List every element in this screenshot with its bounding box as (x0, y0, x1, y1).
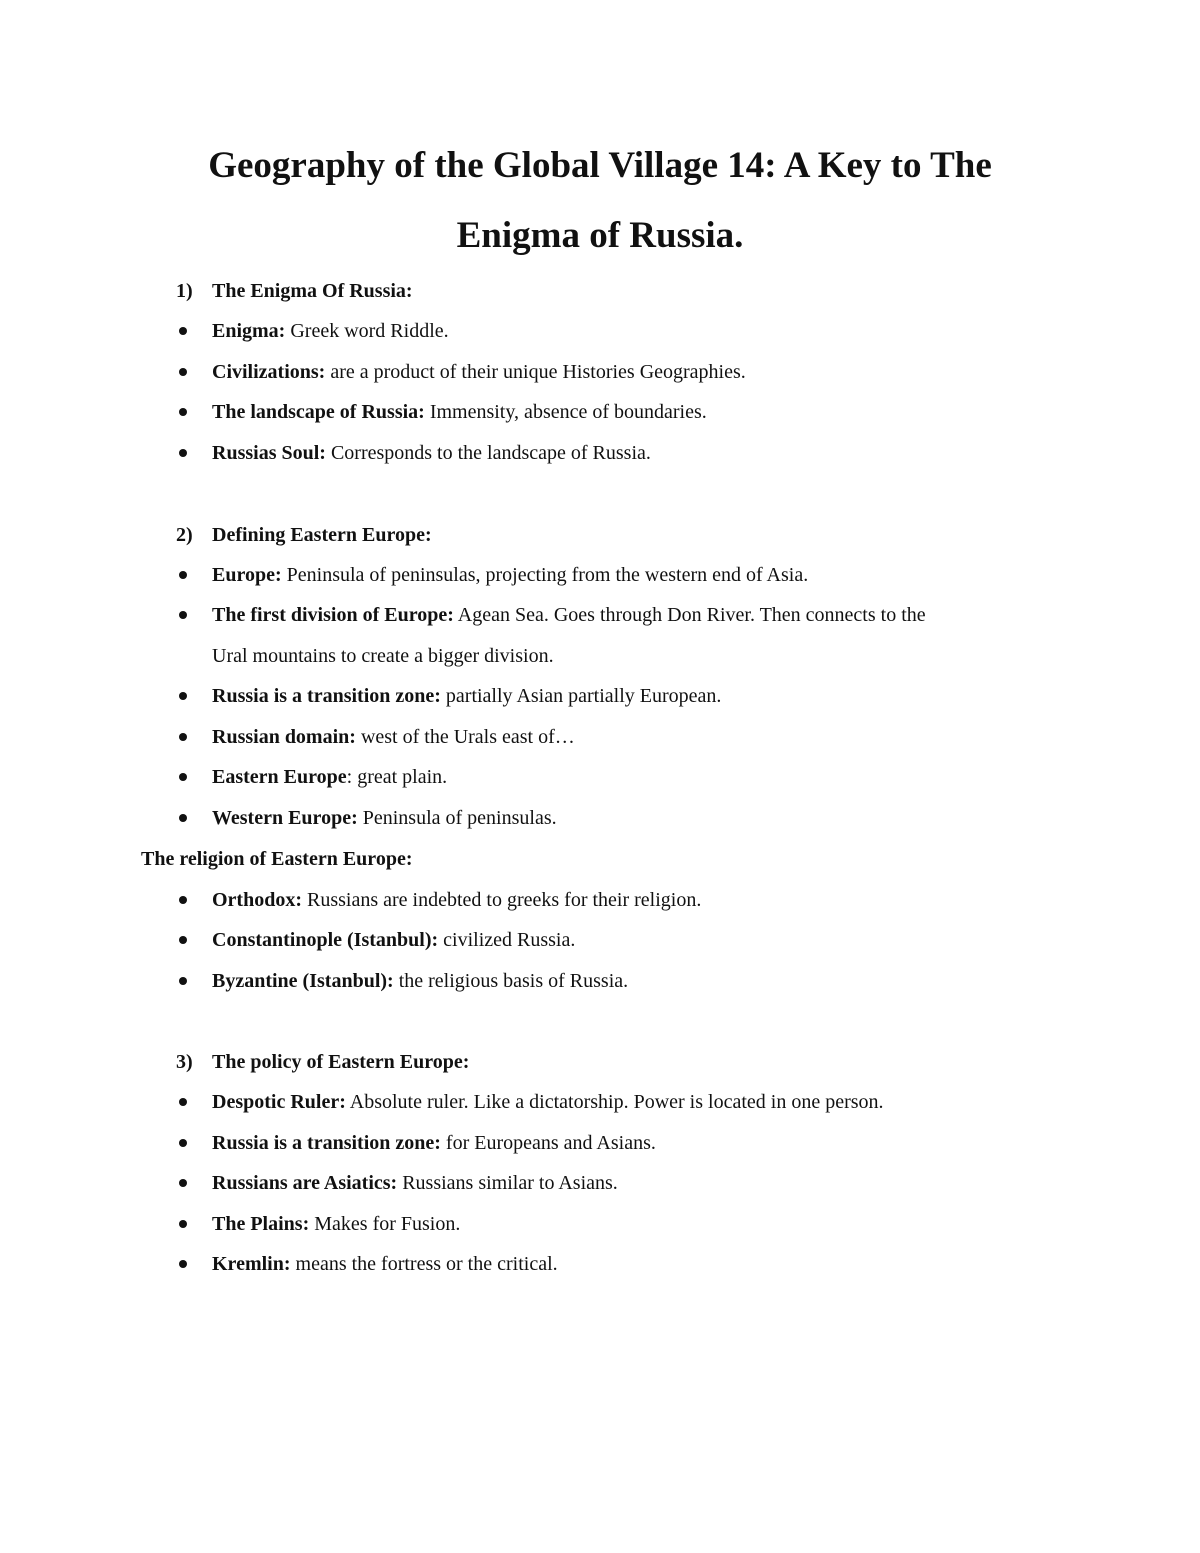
bullet-icon (179, 1139, 187, 1147)
section-heading-text: The Enigma Of Russia: (212, 280, 413, 302)
item-term: Russia is a transition zone: (212, 1132, 441, 1154)
bullet-icon (179, 327, 187, 335)
bullet-icon (179, 611, 187, 619)
item-text: for Europeans and Asians. (440, 1132, 656, 1154)
item-text: Immensity, absence of boundaries. (424, 401, 707, 423)
item-term: Civilizations: (212, 361, 326, 383)
item-text: Peninsula of peninsulas, projecting from the western end of Asia. (281, 564, 809, 586)
item-term: The Plains: (212, 1213, 310, 1235)
bullet-icon (179, 814, 187, 822)
section-number: 1) (176, 280, 193, 302)
item-text: Corresponds to the landscape of Russia. (325, 442, 651, 464)
bullet-icon (179, 571, 187, 579)
item-text: : great plain. (346, 766, 448, 788)
item-term: Western Europe: (212, 807, 358, 829)
item-term: Byzantine (Istanbul): (212, 970, 394, 992)
item-term: Kremlin: (212, 1253, 291, 1275)
bullet-icon (179, 368, 187, 376)
bullet-icon (179, 896, 187, 904)
bullet-icon (179, 733, 187, 741)
item-term: Eastern Europe (212, 766, 347, 788)
bullet-icon (179, 773, 187, 781)
bullet-icon (179, 1220, 187, 1228)
item-text: west of the Urals east of… (355, 726, 575, 748)
item-text: partially Asian partially European. (440, 685, 722, 707)
document-title-line-2: Enigma of Russia. (456, 215, 744, 256)
item-term: Russians are Asiatics: (212, 1172, 398, 1194)
section-number: 3) (176, 1051, 193, 1073)
bullet-icon (179, 1098, 187, 1106)
item-term: The landscape of Russia: (212, 401, 425, 423)
item-text: are a product of their unique Histories Geographies. (325, 361, 746, 383)
item-text: means the fortress or the critical. (290, 1253, 558, 1275)
item-text: Peninsula of peninsulas. (357, 807, 557, 829)
bullet-icon (179, 936, 187, 944)
item-text: civilized Russia. (438, 929, 576, 951)
item-text: Makes for Fusion. (309, 1213, 461, 1235)
item-term: Constantinople (Istanbul): (212, 929, 439, 951)
section-number: 2) (176, 524, 193, 546)
section-heading-text: The policy of Eastern Europe: (212, 1051, 470, 1073)
item-term: Russias Soul: (212, 442, 326, 464)
document-title-line-1: Geography of the Global Village 14: A Key to The (208, 145, 992, 186)
item-text: Russians are indebted to greeks for their religion. (302, 889, 702, 911)
item-text: Agean Sea. Goes through Don River. Then connects to the (453, 604, 926, 626)
bullet-icon (179, 1260, 187, 1268)
item-text: Russians similar to Asians. (397, 1172, 618, 1194)
item-term: Despotic Ruler: (212, 1091, 346, 1113)
item-continuation-text: Ural mountains to create a bigger division. (212, 645, 554, 667)
item-term: Enigma: (212, 320, 286, 342)
item-term: Orthodox: (212, 889, 302, 911)
bullet-icon (179, 408, 187, 416)
item-term: Russia is a transition zone: (212, 685, 441, 707)
item-term: Russian domain: (212, 726, 356, 748)
bullet-icon (179, 692, 187, 700)
item-term: The first division of Europe: (212, 604, 454, 626)
section-heading-text: Defining Eastern Europe: (212, 524, 432, 546)
bullet-icon (179, 1179, 187, 1187)
item-text: Absolute ruler. Like a dictatorship. Power is located in one person. (345, 1091, 884, 1113)
bullet-icon (179, 449, 187, 457)
item-term: Europe: (212, 564, 282, 586)
item-text: Greek word Riddle. (285, 320, 449, 342)
section-heading-text: The religion of Eastern Europe: (141, 848, 413, 870)
bullet-icon (179, 977, 187, 985)
item-text: the religious basis of Russia. (393, 970, 629, 992)
